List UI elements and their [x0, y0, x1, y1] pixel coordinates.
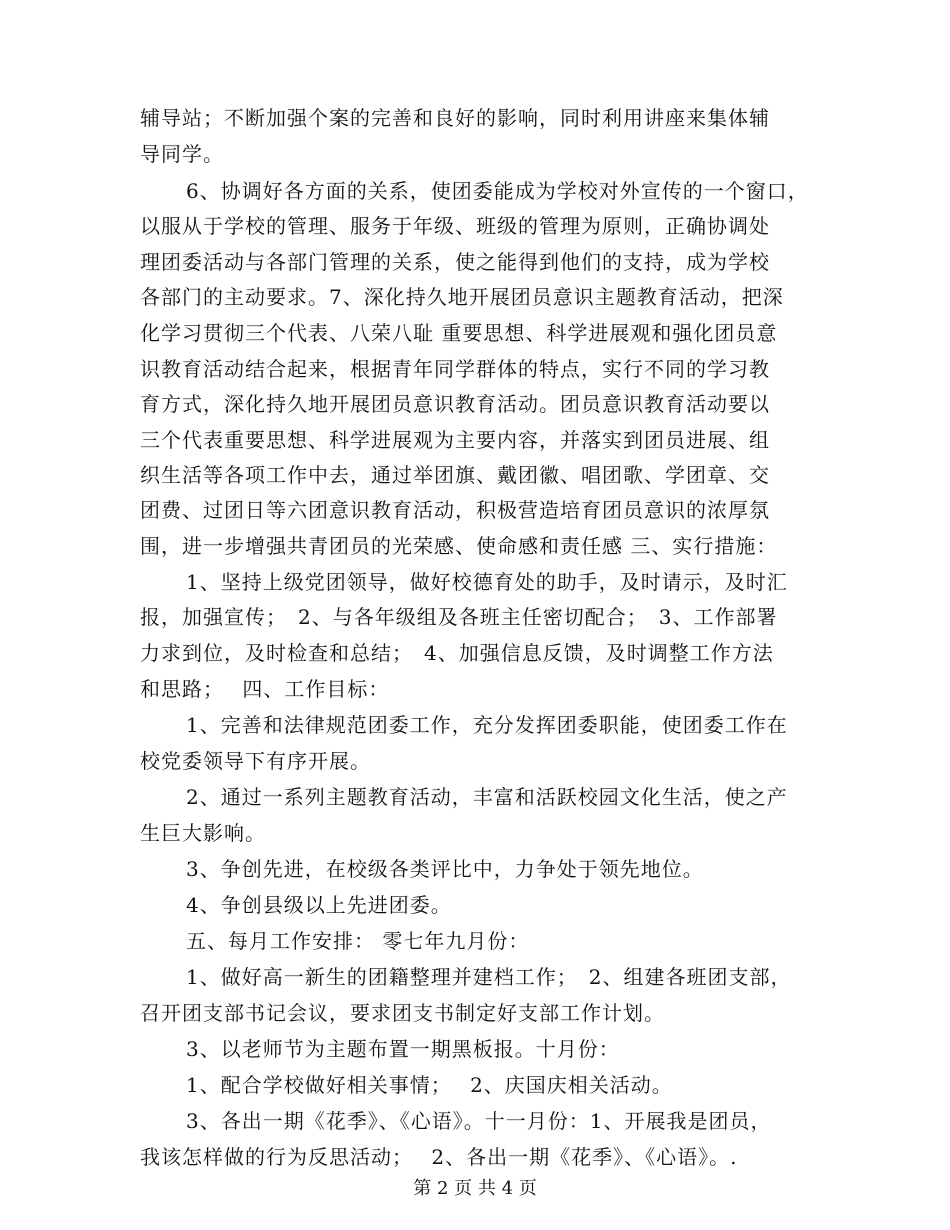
text-line: 五、每月工作安排： 零七年九月份： [186, 929, 530, 953]
text-line: 6、协调好各方面的关系，使团委能成为学校对外宣传的一个窗口， [186, 179, 809, 203]
text-line: 召开团支部书记会议，要求团支书制定好支部工作计划。 [140, 1001, 665, 1025]
text-line: 1、做好高一新生的团籍整理并建档工作； 2、组建各班团支部， [186, 965, 792, 989]
text-line: 识教育活动结合起来，根据青年同学群体的特点，实行不同的学习教 [140, 357, 770, 381]
text-line: 理团委活动与各部门管理的关系，使之能得到他们的支持，成为学校 [140, 250, 770, 274]
text-line: 化学习贯彻三个代表、八荣八耻 重要思想、科学进展观和强化团员意 [140, 321, 778, 345]
text-line: 报，加强宣传； 2、与各年级组及各班主任密切配合； 3、工作部署 [140, 605, 778, 629]
text-line: 力求到位，及时检查和总结； 4、加强信息反馈，及时调整工作方法 [140, 641, 774, 665]
text-line: 1、坚持上级党团领导，做好校德育处的助手，及时请示，及时汇 [186, 570, 788, 594]
text-line: 1、完善和法律规范团委工作，充分发挥团委职能，使团委工作在 [186, 713, 788, 737]
text-line: 各部门的主动要求。7、深化持久地开展团员意识主题教育活动，把深 [140, 285, 784, 309]
text-line: 4、争创县级以上先进团委。 [186, 893, 452, 917]
text-line: 织生活等各项工作中去，通过举团旗、戴团徽、唱团歌、学团章、交 [140, 463, 770, 487]
text-line: 校党委领导下有序开展。 [140, 749, 371, 773]
text-line: 育方式，深化持久地开展团员意识教育活动。团员意识教育活动要以 [140, 392, 770, 416]
text-line: 辅导站；不断加强个案的完善和良好的影响，同时利用讲座来集体辅 [140, 106, 770, 130]
page-number-footer: 第 2 页 共 4 页 [413, 1178, 537, 1199]
text-line: 3、各出一期《花季》、《心语》。十一月份：1、开展我是团员， [186, 1109, 772, 1133]
text-line: 2、通过一系列主题教育活动，丰富和活跃校园文化生活，使之产 [186, 785, 788, 809]
text-line: 我该怎样做的行为反思活动； 2、各出一期《花季》、《心语》。. [140, 1145, 738, 1169]
text-line: 3、争创先进，在校级各类评比中，力争处于领先地位。 [186, 857, 704, 881]
text-line: 团费、过团日等六团意识教育活动，积极营造培育团员意识的浓厚氛 [140, 498, 770, 522]
text-line: 三个代表重要思想、科学进展观为主要内容，并落实到团员进展、组 [140, 428, 770, 452]
text-line: 以服从于学校的管理、服务于年级、班级的管理为原则，正确协调处 [140, 214, 770, 238]
text-line: 3、以老师节为主题布置一期黑板报。十月份： [186, 1037, 620, 1061]
text-line: 1、配合学校做好相关事情； 2、庆国庆相关活动。 [186, 1073, 673, 1097]
text-line: 生巨大影响。 [140, 821, 266, 845]
text-line: 导同学。 [140, 142, 224, 166]
text-line: 围，进一步增强共青团员的光荣感、使命感和责任感 三、实行措施： [140, 534, 778, 558]
text-line: 和思路； 四、工作目标： [140, 677, 390, 701]
